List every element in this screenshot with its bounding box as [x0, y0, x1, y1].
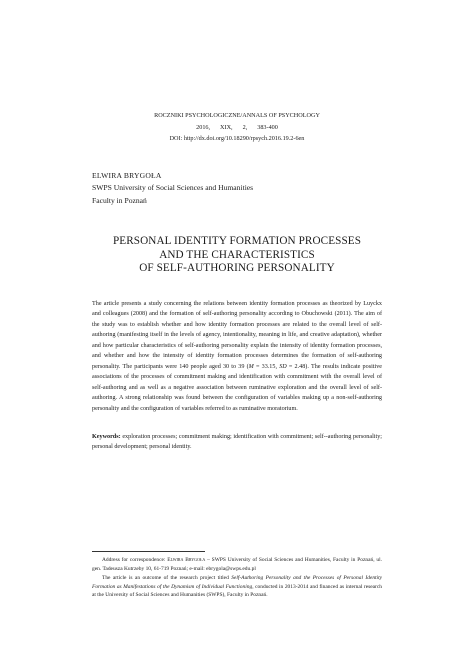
- abstract-m-value: = 33.15,: [253, 363, 280, 370]
- abstract-m-label: M: [248, 363, 254, 370]
- footnote-divider: [92, 551, 205, 552]
- footnote-2-prefix: The article is an outcome of the research project titled: [102, 575, 232, 581]
- title-line-1: PERSONAL IDENTITY FORMATION PROCESSES: [112, 235, 362, 247]
- abstract: [92, 299, 382, 414]
- abstract-sd-label: SD: [279, 363, 287, 370]
- footnote-2-project-title: Self-Authoring Personality and the Processes of Personal Identity Formation as Manifestations of the Dynamism of Individual Functioning: [92, 575, 382, 590]
- journal-year: 2016,: [196, 123, 211, 131]
- title-line-2: AND THE CHARACTERISTICS: [159, 248, 315, 261]
- footnote-1-prefix: Address for correspondence:: [102, 557, 168, 563]
- abstract-text-2: = 2.48). The results indicate positive associations of the processes of commitment making and identification with commitment with the overall level of self-authoring and as well as a negative association between ruminative exploration and the overall level of self-authoring. A strong relationship was found between the configuration of variables making up a non-self-authoring personality and the configuration of variables referred to as ruminative moratorium.: [92, 363, 383, 412]
- footnote-1-rest: – SWPS University of Social Sciences and Humanities, Faculty in Poznań, ul. gen. Tadeusza Kutrzeby 10, 61-719 Poznań; e-mail: ebrygola@swps.edu.pl: [92, 557, 382, 572]
- journal-issue: 2,: [242, 123, 248, 131]
- journal-doi: DOI: http://dx.doi.org/10.18290/rpsych.2016.19.2-6en: [169, 135, 305, 142]
- author-faculty: Faculty in Poznań: [92, 195, 147, 205]
- footnote-2-rest: , conducted in 2013-2014 and financed as internal research at the University of Social Sciences and Humanities (SWPS), Faculty in Poznań.: [92, 583, 382, 598]
- footnotes: [92, 556, 382, 600]
- keywords: [92, 432, 382, 453]
- footnote-1-name: Elwira Brygoła: [167, 557, 206, 563]
- journal-header: [0, 110, 474, 145]
- keywords-label: Keywords:: [92, 434, 121, 440]
- abstract-text-1: The article presents a study concerning the relations between identity formation processes as theorized by Luyckx and colleagues (2008) and the formation of self-authoring personality according to Obuchowski (2011). The aim of the study was to establish whether and how identity formation processes are related to the overall level of self-authoring (manifesting itself in the levels of agency, intentionality, meaning in life, and creative adaptation), whether and how particular characteristics of self-authoring personality explain the intensity of identity formation processes, and whether and how the intensity of identity formation processes determines the formation of self-authoring personality. The participants were 140 people aged 30 to 39 (: [92, 301, 382, 370]
- journal-volume: XIX,: [220, 123, 233, 131]
- title-line-3: OF SELF-AUTHORING PERSONALITY: [139, 262, 335, 275]
- journal-name: ROCZNIKI PSYCHOLOGICZNE/ANNALS OF PSYCHOLOGY: [154, 112, 320, 119]
- footnote-correspondence: [92, 556, 382, 573]
- author-name: ELWIRA BRYGOŁA: [92, 171, 162, 180]
- keywords-text: exploration processes; commitment making; identification with commitment; self--authoring personality; personal development; personal identity.: [92, 434, 382, 451]
- author-block: [92, 170, 253, 207]
- footnote-project: [92, 574, 382, 600]
- article-title: [0, 235, 474, 276]
- journal-volume-line: [0, 122, 474, 134]
- author-affiliation: SWPS University of Social Sciences and Humanities: [92, 183, 254, 193]
- journal-pages: 383-400: [257, 123, 278, 131]
